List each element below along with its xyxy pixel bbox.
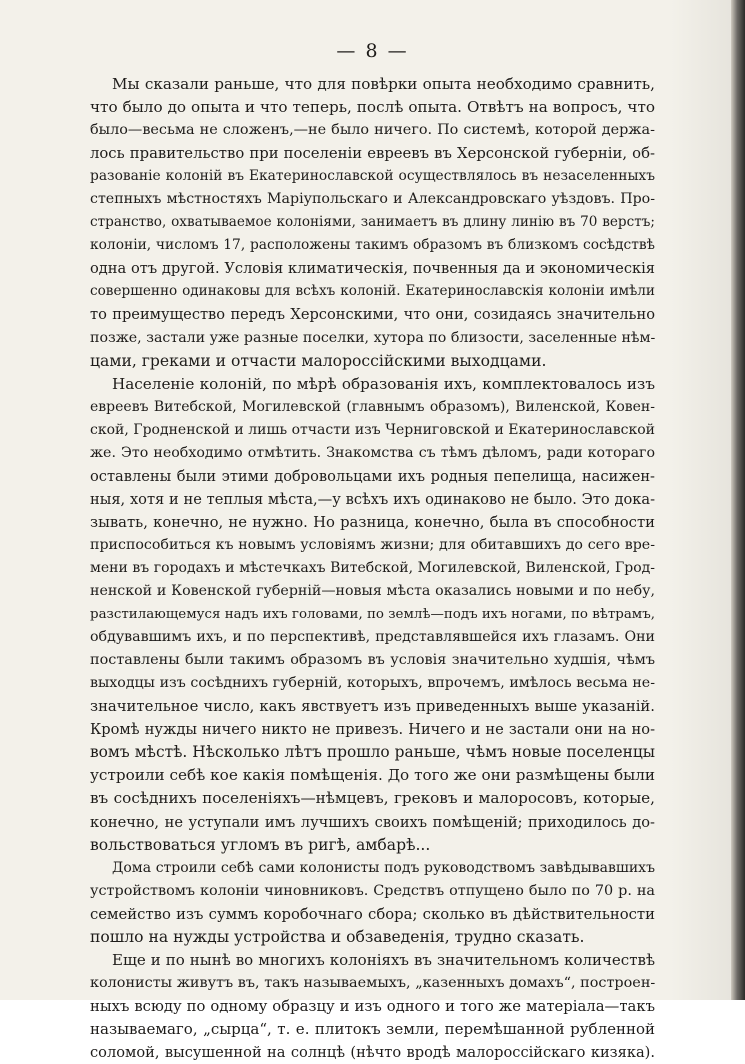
text-line: устроили себѣ кое какія помѣщенія. До того же они размѣщены были [90, 766, 655, 785]
text-line: степныхъ мѣстностяхъ Маріупольскаго и Александровскаго уѣздовъ. Про- [90, 191, 655, 208]
text-line: въ сосѣднихъ поселеніяхъ—нѣмцевъ, грековъ и малоросовъ, которые, [90, 789, 655, 808]
text-line: семейство изъ суммъ коробочнаго сбора; сколько въ дѣйствительности [90, 905, 655, 923]
text-line: ской, Гродненской и лишь отчасти изъ Черниговской и Екатеринославской [90, 421, 655, 438]
text-line: совершенно одинаковы для всѣхъ колоній. Екатеринославскія колоніи имѣли [90, 283, 655, 300]
text-line: пошло на нужды устройства и обзаведенія, трудно сказать. [90, 927, 585, 946]
text-line: вольствоваться угломъ въ ригѣ, амбарѣ... [90, 835, 431, 854]
text-line: устройствомъ колоніи чиновниковъ. Средствъ отпущено было по 70 р. на [90, 882, 655, 899]
text-line: значительное число, какъ явствуетъ изъ приведенныхъ выше указаній. [90, 698, 655, 716]
text-line: Дома строили себѣ сами колонисты подъ руководствомъ завѣдывавшихъ [112, 859, 655, 876]
text-line: обдувавшимъ ихъ, и по перспективѣ, представлявшейся ихъ глазамъ. Они [90, 629, 655, 646]
text-line: странство, охватываемое колоніями, занимаетъ въ длину линію въ 70 верстъ; [90, 214, 655, 231]
text-line: одна отъ другой. Условія климатическія, почвенныя да и экономическія [90, 260, 655, 278]
text-line: разованіе колоній въ Екатеринославской осуществлялось въ незаселенныхъ [90, 168, 655, 185]
text-line: ненской и Ковенской губерній—новыя мѣста оказались новыми и по небу, [90, 583, 655, 600]
text-line: колонисты живутъ въ, такъ называемыхъ, „казенныхъ домахъ“, построен- [90, 974, 656, 991]
text-line: было—весьма не сложенъ,—не было ничего. По системѣ, которой держа- [90, 122, 655, 139]
text-line: вомъ мѣстѣ. Нѣсколько лѣтъ прошло раньше, чѣмъ новые поселенцы [90, 743, 655, 762]
text-line: разстилающемуся надъ ихъ головами, по землѣ—подъ ихъ ногами, по вѣтрамъ, [90, 607, 655, 623]
text-line: евреевъ Витебской, Могилевской (главнымъ образомъ), Виленской, Ковен- [90, 398, 655, 415]
text-line: называемаго, „сырца“, т. е. плитокъ земли, перемѣшанной рубленной [90, 1019, 655, 1038]
text-line: соломой, высушенной на солнцѣ (нѣчто вродѣ малороссійскаго кизяка). [90, 1043, 655, 1061]
text-line: что было до опыта и что теперь, послѣ опыта. Отвѣтъ на вопросъ, что [90, 98, 655, 117]
text-line: Мы сказали раньше, что для повѣрки опыта необходимо сравнить, [112, 75, 655, 93]
text-line: ныя, хотя и не теплыя мѣста,—у всѣхъ ихъ одинаково не было. Это дока- [90, 490, 655, 508]
scan-edge [731, 0, 745, 1000]
page-number: — 8 — [336, 40, 409, 62]
text-line: же. Это необходимо отмѣтить. Знакомства съ тѣмъ дѣломъ, ради котораго [90, 444, 655, 461]
text-line: зывать, конечно, не нужно. Но разница, конечно, была въ способности [90, 513, 655, 531]
text-line: то преимущество передъ Херсонскими, что они, созидаясь значительно [90, 306, 655, 324]
text-line: позже, застали уже разные поселки, хутора по близости, заселенные нѣм- [90, 329, 656, 346]
text-line: конечно, не уступали имъ лучшихъ своихъ помѣщеній; приходилось до- [90, 813, 655, 831]
text-line: цами, греками и отчасти малороссійскими выходцами. [90, 351, 547, 370]
page-shadow [671, 0, 731, 1000]
text-line: приспособиться къ новымъ условіямъ жизни; для обитавшихъ до сего вре- [90, 536, 655, 553]
text-line: Населеніе колоній, по мѣрѣ образованія ихъ, комплектовалось изъ [112, 374, 655, 393]
text-line: Кромѣ нужды ничего никто не привезъ. Ничего и не застали они на но- [90, 721, 655, 739]
text-line: лось правительство при поселеніи евреевъ въ Херсонской губерніи, об- [90, 145, 655, 163]
text-line: колоніи, числомъ 17, расположены такимъ образомъ въ близкомъ сосѣдствѣ [90, 237, 655, 254]
body-text [90, 73, 655, 1064]
text-line: оставлены были этими добровольцами ихъ родныя пепелища, насижен- [90, 467, 655, 485]
text-line: Еще и по нынѣ во многихъ колоніяхъ въ значительномъ количествѣ [112, 950, 655, 969]
text-line: выходцы изъ сосѣднихъ губерній, которыхъ, впрочемъ, имѣлось весьма не- [90, 675, 655, 692]
text-line: мени въ городахъ и мѣстечкахъ Витебской, Могилевской, Виленской, Грод- [90, 559, 655, 576]
text-line: поставлены были такимъ образомъ въ условія значительно худшія, чѣмъ [90, 652, 655, 669]
text-line: ныхъ всюду по одному образцу и изъ одного и того же матеріала—такъ [90, 997, 655, 1015]
